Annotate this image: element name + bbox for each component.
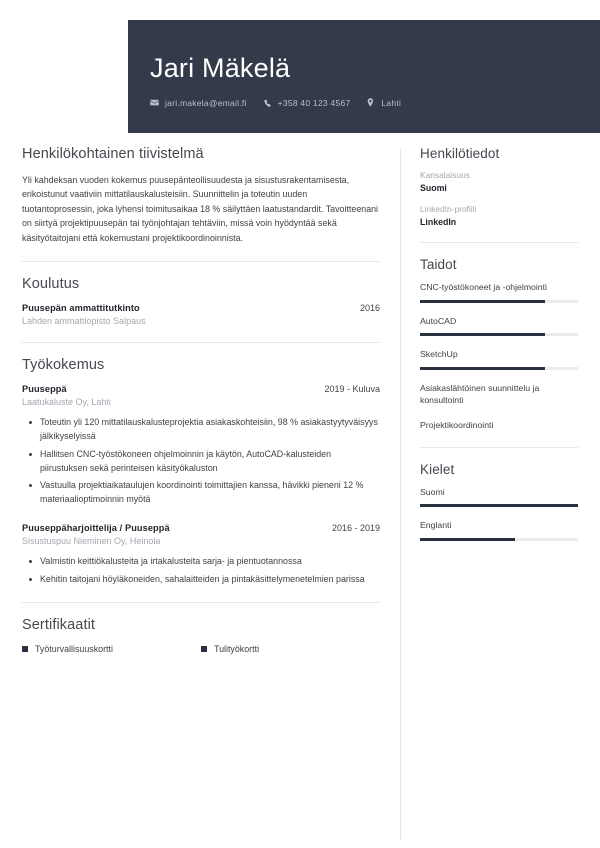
entry-bullet: Toteutin yli 120 mittatilauskalusteprojektia asiakaskohteisiin, 98 % asiakastyytyväisyys jälkikyselyissä [40,416,380,444]
square-bullet-icon [201,646,207,652]
location-pin-icon [366,98,375,107]
skill-item [420,382,578,407]
section-rule [22,342,380,343]
resume-entry [22,303,380,326]
skill-label: AutoCAD [420,315,457,326]
contact-phone-text: +358 40 123 4567 [277,97,351,108]
entry-bullet-list [22,555,380,587]
skill-item [420,281,578,303]
entry-bullet: Vastuulla projektiaikataulujen koordinointi toimittajien kanssa, hävikki pieneni 12 % materiaalioptimoinnin myötä [40,479,380,507]
contact-email-text: jari.makela@email.fi [165,97,247,108]
resume-entry [22,523,380,587]
skill-item [420,315,578,337]
square-bullet-icon [22,646,28,652]
certificate-label: Työturvallisuuskortti [35,644,113,655]
language-item [420,519,578,541]
sidebar-rule [420,447,578,448]
sidebar-rule [420,242,578,243]
entry-header [22,384,380,394]
section-rule [22,261,380,262]
certificates-heading: Sertifikaatit [22,617,96,634]
phone-icon [263,98,272,107]
section-rule [22,602,380,603]
skill-level-bar [420,367,578,370]
column-divider [400,148,401,840]
language-level-fill [420,538,515,541]
contact-location[interactable] [366,98,401,108]
entry-subtitle: Sisustuspuu Nieminen Oy, Heinola [22,535,161,546]
skills-list [420,281,578,432]
section-summary [22,146,380,245]
personal-detail-value[interactable]: LinkedIn [420,217,457,227]
section-experience [22,357,380,586]
section-skills [420,257,578,432]
section-education [22,276,380,326]
personal-details-heading: Henkilötiedot [420,146,500,161]
skill-label: Asiakaslähtöinen suunnittelu ja konsultointi [420,382,540,406]
language-label: Englanti [420,520,452,531]
personal-details-list [420,170,578,227]
entry-title: Puuseppäharjoittelija / Puuseppä [22,522,170,533]
section-personal-details [420,146,578,227]
entry-title: Puusepän ammattitutkinto [22,303,140,314]
contact-phone[interactable] [263,98,351,108]
contact-email[interactable] [150,98,247,108]
entry-header [22,303,380,313]
page-title: Jari Mäkelä [150,53,291,83]
entry-date: 2019 - Kuluva [324,384,380,395]
entry-subtitle: Lahden ammattiopisto Salpaus [22,316,146,327]
language-label: Suomi [420,486,445,497]
language-level-bar [420,504,578,507]
skill-level-fill [420,333,545,336]
experience-list [22,384,380,586]
skill-item [420,348,578,370]
skill-item [420,419,578,432]
entry-bullet-list [22,416,380,507]
personal-detail-label: Kansalaisuus [420,170,470,180]
skill-level-fill [420,300,545,303]
skills-heading: Taidot [420,257,457,272]
certificate-item [201,644,380,654]
personal-detail [420,204,578,227]
entry-subtitle: Laatukaluste Oy, Lahti [22,397,111,408]
resume-header [128,20,600,133]
certificate-label: Tulityökortti [214,644,260,655]
entry-bullet: Hallitsen CNC-työstökoneen ohjelmoinnin ja käytön, AutoCAD-kalusteiden piirustuksen sekä perinteisen käsityökaluston [40,448,380,476]
summary-heading: Henkilökohtainen tiivistelmä [22,146,204,162]
languages-list [420,486,578,541]
personal-detail [420,170,578,193]
envelope-icon [150,98,159,107]
entry-header [22,523,380,533]
education-list [22,303,380,326]
skill-level-bar [420,300,578,303]
skill-label: Projektikoordinointi [420,420,494,431]
entry-bullet: Valmistin keittiökalusteita ja irtakalusteita sarja- ja pientuotannossa [40,555,380,569]
language-level-bar [420,538,578,541]
resume-entry [22,384,380,507]
skill-level-bar [420,333,578,336]
summary-text: Yli kahdeksan vuoden kokemus puusepänteollisuudesta ja sisustusrakentamisesta, erikoistunut vaativiin mittatilauskalusteisiin. Suunnittelin ja toteutin uuden tuotantoprosessin, joka lyhensi toimitusaikaa 18 % säilyttäen laatustandardit. Tavoitteenani on siirtyä projektipuusepän tai työnjohtajan tehtäviin, missä voin hyödyntää sekä käsityötaitojani että kokemustani projektikoordinoinnista. [22,175,379,243]
sidebar-column [420,146,578,553]
certificate-item [22,644,201,654]
languages-heading: Kielet [420,461,455,477]
entry-date: 2016 - 2019 [331,522,380,533]
personal-detail-value: Suomi [420,183,447,193]
skill-label: SketchUp [420,349,458,360]
entry-bullet: Kehitin taitojani höyläkoneiden, sahalaitteiden ja pintakäsittelymenetelmien parissa [40,573,380,587]
section-languages [420,462,578,541]
personal-detail-label: LinkedIn-profiili [420,204,477,214]
certificates-list [22,644,380,654]
education-heading: Koulutus [22,276,80,293]
contact-location-text: Lahti [381,97,402,108]
entry-date: 2016 [359,303,380,314]
skill-label: CNC-työstökoneet ja -ohjelmointi [420,282,547,292]
main-column [22,146,380,654]
skill-level-fill [420,367,545,370]
section-certificates [22,617,380,654]
experience-heading: Työkokemus [22,357,105,374]
language-level-fill [420,504,578,507]
language-item [420,486,578,508]
contact-row [150,98,600,108]
entry-title: Puuseppä [22,384,67,395]
